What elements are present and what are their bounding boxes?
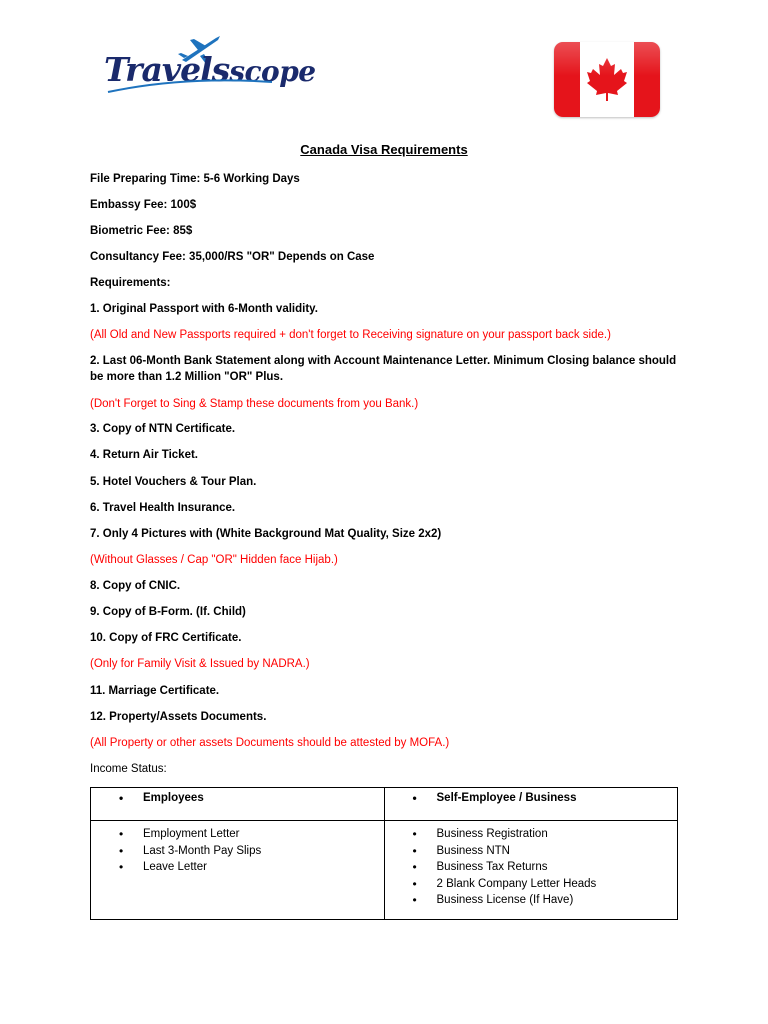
list-item: • Leave Letter — [143, 859, 384, 876]
list-item: • 2 Blank Company Letter Heads — [437, 876, 678, 893]
requirement-item: 3. Copy of NTN Certificate. — [90, 423, 236, 435]
employees-cell — [91, 821, 385, 920]
requirement-note: (All Old and New Passports required + don't forget to Receiving signature on your passport back side.) — [90, 329, 611, 341]
requirement-note: (All Property or other assets Documents should be attested by MOFA.) — [90, 737, 450, 749]
list-item: • Business NTN — [437, 843, 678, 860]
consultancy-fee: Consultancy Fee: 35,000/RS "OR" Depends on Case — [90, 251, 375, 263]
requirement-item: 7. Only 4 Pictures with (White Background Mat Quality, Size 2x2) — [90, 528, 442, 540]
table-header-cell — [91, 788, 385, 821]
requirement-note: (Without Glasses / Cap "OR" Hidden face Hijab.) — [90, 554, 338, 566]
requirement-note: (Only for Family Visit & Issued by NADRA.) — [90, 658, 310, 670]
header-employees: • Employees — [143, 790, 384, 807]
requirement-item: 6. Travel Health Insurance. — [90, 502, 236, 514]
table-header-cell — [384, 788, 678, 821]
biometric-fee: Biometric Fee: 85$ — [90, 225, 193, 237]
requirement-item: 11. Marriage Certificate. — [90, 685, 220, 697]
page-title: Canada Visa Requirements — [300, 142, 468, 157]
embassy-fee: Embassy Fee: 100$ — [90, 199, 197, 211]
requirement-note: (Don't Forget to Sing & Stamp these documents from you Bank.) — [90, 398, 419, 410]
list-item: • Employment Letter — [143, 826, 384, 843]
requirement-item: 2. Last 06-Month Bank Statement along with Account Maintenance Letter. Minimum Closing balance should be more than 1.2 Million "OR" Plus. — [90, 355, 677, 383]
logo-text-main: Travels — [104, 50, 230, 89]
logo-swoosh — [104, 72, 274, 96]
income-status-label: Income Status: — [90, 763, 167, 775]
canada-flag-icon — [554, 42, 660, 117]
file-preparing-time: File Preparing Time: 5-6 Working Days — [90, 173, 300, 185]
table-row — [91, 821, 678, 920]
logo-text-scope: scope — [229, 55, 316, 88]
list-item: • Last 3-Month Pay Slips — [143, 843, 384, 860]
requirement-item: 1. Original Passport with 6-Month validity. — [90, 303, 318, 315]
requirement-item: 4. Return Air Ticket. — [90, 449, 199, 461]
list-item: • Business Registration — [437, 826, 678, 843]
requirement-item: 8. Copy of CNIC. — [90, 580, 181, 592]
list-item: • Business License (If Have) — [437, 892, 678, 909]
travelscope-logo — [104, 32, 316, 104]
requirement-item: 12. Property/Assets Documents. — [90, 711, 267, 723]
table-header-row — [91, 788, 678, 821]
list-item: • Business Tax Returns — [437, 859, 678, 876]
requirements-heading: Requirements: — [90, 277, 171, 289]
requirement-item: 10. Copy of FRC Certificate. — [90, 632, 242, 644]
requirement-item: 5. Hotel Vouchers & Tour Plan. — [90, 476, 257, 488]
header-business: • Self-Employee / Business — [437, 790, 678, 807]
business-cell — [384, 821, 678, 920]
income-status-table — [90, 787, 678, 920]
requirement-item: 9. Copy of B-Form. (If. Child) — [90, 606, 246, 618]
